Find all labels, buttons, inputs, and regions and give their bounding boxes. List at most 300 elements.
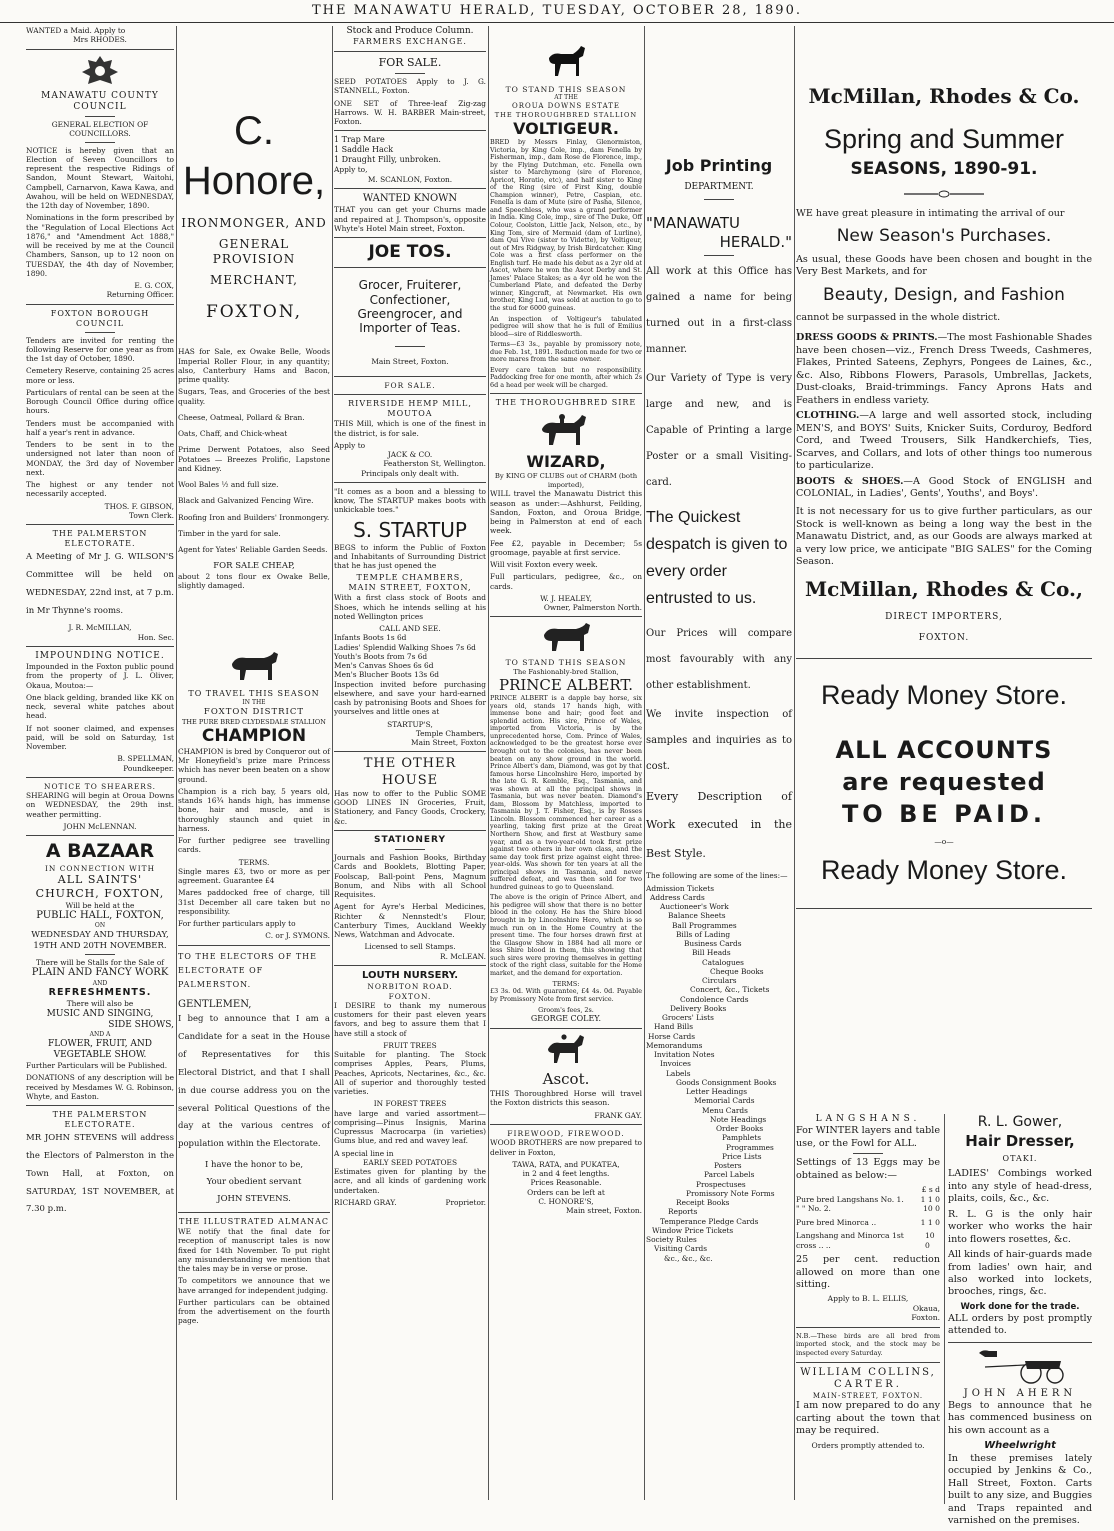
printing-line: Society Rules: [646, 1235, 697, 1245]
firewood-title: FIREWOOD, FIREWOOD.: [507, 1128, 625, 1138]
george-coley: GEORGE COLEY.: [530, 1014, 602, 1024]
wood-main-street: Main street, Foxton.: [565, 1206, 642, 1216]
gower-body-2: R. L. G is the only hair worker who works the hair into flowers rosettes, &c.: [948, 1208, 1092, 1245]
ascot-title: Ascot.: [542, 1070, 590, 1089]
stationery-body: Journals and Fashion Books, Birthday Cards and Booklets, Blotting Paper, Foolscap, Ball-point Pens, Magnum Bonum, and Nibs with all School Requisites.: [334, 853, 486, 900]
clothing-body: —A large and well assorted stock, including MEN'S, and BOYS' Suits, Knicker Suits, Corduroy, Bedford Cord, and Tweed Trousers, Silk Handkerchiefs, Ties, Scarves, and Collars, and lots of other things too numerous to particularize.: [796, 410, 1092, 472]
county-body: NOTICE is hereby given that an Election of Seven Councillors to represent the respective Ridings of Sandon, Mount Stewart, Waitohi, Campbell, Carnarvon, Kawa Kawa, and Awahou, will be held on WEDNESDAY, the 12th day of November, 1890.: [26, 145, 174, 210]
shearers-body: SHEARING will begin at Oroua Downs on WEDNESDAY, the 29th inst. weather permitting.: [26, 791, 174, 819]
honore-foxton: FOXTON,: [205, 302, 302, 322]
prince-terms-label: TERMS:: [552, 980, 580, 989]
healey-addr: Owner, Palmerston North.: [543, 603, 642, 613]
honore-sale-body: about 2 tons flour ex Owake Belle, slightly damaged.: [178, 571, 330, 591]
electors-close: Your obedient servant: [206, 1177, 302, 1188]
shearers-title: NOTICE TO SHEARERS.: [43, 781, 157, 791]
langshans-row-item: Pure bred Langshans No. 1.: [796, 1194, 904, 1204]
price-line: Youth's Boots from 7s 6d: [334, 651, 428, 661]
mcmillan-ad: [796, 84, 1092, 644]
champion-name: CHAMPION: [201, 725, 307, 746]
electors-honor: I have the honor to be,: [204, 1160, 304, 1171]
honore-title: C. Honore,: [182, 109, 326, 203]
horse-and-jockey-icon: [490, 1033, 642, 1067]
county-council-ad: [26, 54, 174, 300]
new-season: New Season's Purchases.: [836, 226, 1052, 247]
other-house-title: THE OTHER HOUSE: [363, 756, 457, 788]
wanted-known: WANTED KNOWN: [362, 192, 458, 204]
printing-line: Window Price Tickets: [652, 1225, 734, 1235]
printing-line: Invitation Notes: [654, 1050, 715, 1060]
champion-p3: For further pedigree see travelling cards.: [178, 836, 330, 855]
direct-importers: DIRECT IMPORTERS,: [885, 611, 1003, 622]
price-line: Men's Canvas Shoes 6s 6d: [334, 661, 434, 671]
column-2: [178, 26, 330, 1500]
clothing-heading: CLOTHING.: [796, 410, 860, 422]
prince-groom: Groom's fees, 2s.: [538, 1006, 594, 1015]
printing-line: Ball Programmes: [672, 920, 737, 930]
voltigeur-oroua: OROUA DOWNS ESTATE: [511, 101, 621, 110]
maid-text: WANTED a Maid. Apply to: [26, 26, 126, 35]
printing-line: Delivery Books: [670, 1003, 727, 1013]
printing-line: Temperance Pledge Cards: [660, 1216, 759, 1226]
impounding-office: Poundkeeper.: [123, 763, 174, 773]
mcmillan-foxton: FOXTON.: [918, 633, 970, 644]
column-4: [490, 26, 642, 1500]
hemp-apply: Apply to: [334, 440, 366, 450]
are-requested: are requested: [842, 768, 1046, 797]
startup-title: S. STARTUP: [353, 517, 467, 542]
spring-summer: Spring and Summer: [823, 124, 1065, 154]
forest-trees: IN FOREST TREES: [373, 1099, 447, 1109]
startup-body: BEGS to inform the Public of Foxton and Inhabitants of Surrounding District that he has just opened the: [334, 542, 486, 571]
langshans-row-item: Langshang and Minorca 1st cross .. ..: [796, 1231, 904, 1250]
printing-line: Posters: [714, 1161, 742, 1171]
borough-p3: Particulars of rental can be seen at the Borough Council Office during office hours.: [26, 387, 174, 416]
borough-p1: Tenders are invited for renting the following Reserve for one year as from the 1st day of October, 1890.: [26, 335, 174, 363]
ready-money-ad: [796, 679, 1092, 888]
seasons: SEASONS, 1890-91.: [850, 158, 1038, 179]
draught-horse-icon: [490, 621, 642, 655]
printing-line: Invoices: [660, 1059, 691, 1069]
voltigeur-stand: TO STAND THIS SEASON: [505, 85, 627, 94]
column-3: [334, 26, 486, 1500]
voltigeur-body-4: Every care taken but no responsibility. Paddocking free for one month, after which 2s 6d a head per week will be charged.: [490, 365, 642, 389]
borough-p5: Tenders to be sent in to the undersigned not later than noon of MONDAY, the 3rd day of November next.: [26, 440, 174, 477]
bazaar-church: ALL SAINTS' CHURCH, FOXTON,: [35, 873, 165, 900]
voltigeur-thoroughbred: THE THOROUGHBRED STALLION: [494, 110, 638, 119]
county-office: Returning Officer.: [106, 290, 174, 300]
subcolumn-rule: [944, 1114, 945, 1504]
wizard-title: WIZARD,: [526, 452, 606, 472]
column-6: [796, 26, 1093, 1527]
langshans-lsd: £ s d: [921, 1185, 940, 1195]
wizard-body-4: Full particulars, pedigree, &c., on cards.: [490, 572, 642, 591]
featherston: Featherston St, Wellington.: [383, 459, 486, 469]
job-printing-ad: [646, 156, 792, 1263]
gower-town: OTAKI.: [1002, 1154, 1038, 1164]
column-5: [646, 26, 792, 1500]
electors-ad: [178, 950, 330, 1208]
langshans-settings: Settings of 13 Eggs may be obtained as below:—: [796, 1157, 940, 1181]
electors-title: TO THE ELECTORS OF THE ELECTORATE OF PALMERSTON.: [178, 951, 317, 990]
impounding-body-2: One black gelding, branded like KK on neck, several white patches about head.: [26, 692, 174, 721]
palmerston-office: Hon. Sec.: [137, 632, 174, 642]
ahern-trade: Wheelwright: [984, 1440, 1056, 1452]
county-title: MANAWATU COUNTY COUNCIL: [41, 90, 159, 112]
voltigeur-body-2: An inspection of Voltigeur's tabulated pedigree will show that he is full of Emilius blood—sire of Riddlesworth.: [490, 314, 642, 338]
bazaar-donations: DONATIONS of any description will be received by Mesdames W. G. Robinson, Whyte, and Easton.: [26, 1073, 174, 1101]
stamps: Licensed to sell Stamps.: [364, 942, 456, 952]
collins-trade: CARTER.: [834, 1379, 902, 1391]
stationery-body-2: Agent for Ayre's Herbal Medicines, Richter & Nennstedt's Flour, Canterbury Times, Auckland Weekly News, Watchman and Advocate.: [334, 902, 486, 940]
mcmillan-p1: WE have great pleasure in intimating the arrival of our: [796, 208, 1065, 219]
churns-body: THAT you can get your Churns made and repaired at J. Thompson's, opposite Whyte's Hotel Main street, Foxton.: [334, 205, 486, 233]
exchange-title: FARMERS EXCHANGE.: [353, 37, 467, 47]
printing-line: Prospectuses: [696, 1179, 746, 1189]
hemp-mill-title: RIVERSIDE HEMP MILL,: [348, 399, 472, 409]
wizard-by: By KING OF CLUBS out of CHARM (both imported),: [494, 472, 638, 489]
prince-body: PRINCE ALBERT is a dapple bay horse, six years old, stands 17 hands high, with immense bone and hair; good feet and splendid action. His sire, Prince of Wales, imported from Victoria, is by the unprecedented horse, Com. Prince of Wales, acknowledged to be the greatest horse ever brought out to the colonies, has never been beaten on any show ground in the world. Prince Albert's dam, Diamond, was got by that famous horse Lincolnshire Hero, imported by the late G. R. Kemble, Esq., Tasmania, and was shown at all the principal shows in Tasmania, but was never beaten. Diamond's dam, Blossom by Matchless, imported to Tasmania by J. T. Fisher, Esq., is by Rosses Lincoln. Blossom commenced her career as a yearling, taking first prize at the Great Northern Show, and first at Westbury same year, and as a two-year-old took first prize against two others in her own class, and the same day took first prize against eight three-year-olds. Was shown for ten years at all the principal shows in Tasmania, and never suffered defeat, and was then sold for two hundred guineas to go to Queensland.: [490, 694, 642, 891]
wood-orders: Orders can be left at: [527, 1187, 605, 1197]
champion-p1: CHAMPION is bred by Conqueror out of Mr Honeyfield's prize mare Princess which has never been beaten on a show ground.: [178, 746, 330, 784]
electors-signature: JOHN STEVENS.: [217, 1194, 291, 1205]
wood-honore: C. HONORE'S,: [538, 1196, 594, 1206]
apply-to: Apply to,: [334, 165, 368, 175]
startup-main-street: MAIN STREET, FOXTON,: [348, 583, 472, 593]
printing-line: Auctioneer's Work: [660, 902, 729, 912]
startup-body-2: With a first class stock of Boots and Shoes, which he intends selling at his noted Wellington prices: [334, 593, 486, 621]
honore-merchant: MERCHANT,: [210, 273, 298, 287]
printing-line: Parcel Labels: [704, 1170, 755, 1180]
louth-body: I DESIRE to thank my numerous customers for their past eleven years favors, and beg to assure them that I have still a stock of: [334, 1000, 486, 1038]
prince-stand: TO STAND THIS SEASON: [505, 658, 627, 668]
bazaar-and: AND: [92, 979, 108, 987]
county-subtitle: GENERAL ELECTION OF COUNCILLORS.: [51, 120, 149, 139]
langshans-collins-subcolumn: [796, 1114, 940, 1450]
honore-general: GENERAL PROVISION: [212, 237, 296, 266]
langshans-note: 25 per cent. reduction allowed on more than one sitting.: [796, 1254, 940, 1290]
printing-line: Reports: [668, 1207, 698, 1217]
bazaar-also: There will also be: [66, 999, 134, 1009]
county-signature: E. G. COX,: [134, 281, 174, 290]
almanac-ad: [178, 1217, 330, 1326]
printing-line: Order Books: [716, 1124, 764, 1134]
startup-quote: "It comes as a boon and a blessing to know, The STARTUP makes boots with unkickable toes.": [334, 486, 486, 515]
printing-line: Catalogues: [702, 957, 744, 967]
prince-fashion: The Fashionably-bred Stallion,: [513, 667, 619, 676]
column-rule: [644, 26, 645, 1500]
richard-gray: RICHARD GRAY.: [334, 1197, 397, 1207]
champion-p6: For further particulars apply to: [178, 919, 296, 929]
gower-ahern-subcolumn: [948, 1114, 1092, 1531]
printing-line: Cheque Books: [710, 966, 764, 976]
louth-body-3: have large and varied assortment—comprising—Pinus Insignis, Marina Cupressus Macrocarpa (in varieties) Gums blue, and red and wavey leaf.: [334, 1108, 486, 1146]
honore-item: Timber in the yard for sale.: [178, 528, 281, 538]
bazaar-dates: WEDNESDAY AND THURSDAY, 19TH AND 20TH NOVEMBER.: [31, 929, 169, 951]
ahern-name: JOHN AHERN: [963, 1387, 1077, 1399]
maid-contact: Mrs RHODES.: [73, 35, 127, 45]
separator: —o—: [934, 837, 954, 847]
gower-body: LADIES' Combings worked into any style of head-dress, plaits, coils, &c., &c.: [948, 1168, 1092, 1205]
tawa: TAWA, RATA, and PUKATEA,: [512, 1159, 620, 1169]
all-accounts: ALL ACCOUNTS: [835, 736, 1053, 765]
jack-co: JACK & CO.: [387, 450, 433, 460]
collins-body: I am now prepared to do any carting about the town that may be required.: [796, 1400, 940, 1437]
almanac-body-3: Further particulars can be obtained from the advertisement on the fourth page.: [178, 1297, 330, 1326]
palmerston-meeting-ad: [26, 529, 174, 642]
boots-heading: BOOTS & SHOES.: [796, 475, 904, 487]
honore-item: Oats, Chaff, and Chick-wheat: [178, 429, 288, 438]
printing-line: Programmes: [726, 1142, 774, 1152]
impounding-signature: B. SPELLMAN,: [117, 754, 174, 764]
langshans-row-price: 10 0: [923, 1204, 940, 1214]
bazaar-music: MUSIC AND SINGING,: [46, 1008, 154, 1019]
impounding-ad: [26, 651, 174, 773]
bazaar-title: A BAZAAR: [45, 840, 155, 863]
principals: Principals only dealt with.: [361, 468, 459, 478]
honore-item: Roofing Iron and Builders' Ironmongery.: [178, 512, 330, 522]
gower-body-4: ALL orders by post promptly attended to.: [948, 1312, 1092, 1337]
langshans-row-item: " " No. 2.: [796, 1204, 831, 1214]
printing-line: Menu Cards: [702, 1105, 748, 1115]
langshans-apply: Apply to B. L. ELLIS,: [827, 1294, 909, 1304]
wizard-body-3: Will visit Foxton every week.: [490, 560, 598, 570]
bazaar-sub: IN CONNECTION WITH: [44, 863, 156, 873]
dress-goods-body: —The most Fashionable Shades have been chosen—viz., French Dress Tweeds, Cashmeres, Flakes, Printed Sateens, Zephyrs, Pongees de Laines, &c., &c. Also, Ribbons Flowers, Parasols, Umbrellas, Jackets, Dust-cloaks, Braid-trimmings. Fancy Aprons Hats and Feathers in endless variety.: [796, 332, 1092, 406]
voltigeur-at: AT THE: [554, 94, 578, 102]
call-and-see: CALL AND SEE.: [379, 624, 441, 634]
fruit-trees: FRUIT TREES: [383, 1040, 437, 1050]
champion-district: FOXTON DISTRICT: [203, 706, 305, 717]
for-sale-title: FOR SALE.: [378, 56, 442, 70]
for-sale-2-title: FOR SALE.: [384, 381, 436, 391]
price-line: Men's Blucher Boots 13s 6d: [334, 670, 440, 680]
prince-terms: £3 3s. 0d. With guarantee, £4 4s. 0d. Payable by Promissory Note from first service.: [490, 987, 642, 1003]
bazaar-stalls: There will be Stalls for the Sale of: [35, 958, 165, 968]
champion-breed: THE PURE BRED CLYDESDALE STALLION: [182, 717, 326, 726]
printing-line: Visiting Cards: [654, 1244, 708, 1254]
langshans-row-price: 10 0: [924, 1231, 935, 1250]
draught-filly: 1 Draught Filly, unbroken.: [334, 155, 441, 165]
printing-line: Bill Heads: [692, 948, 731, 958]
horse-buggy-icon: [948, 1347, 1092, 1385]
job-printing-title: Job Printing: [665, 156, 773, 175]
louth-nursery-title: LOUTH NURSERY.: [361, 969, 459, 981]
column-1: [26, 26, 174, 1500]
honore-item: Sugars, Teas, and Groceries of the best quality.: [178, 387, 330, 406]
bazaar-ad: [26, 840, 174, 1101]
langshans-row-price: 1 1 0: [920, 1217, 940, 1227]
masthead: THE MANAWATU HERALD, TUESDAY, OCTOBER 28, 1890.: [0, 0, 1114, 23]
collins-orders: Orders promptly attended to.: [811, 1440, 925, 1450]
special-line: A special line in: [334, 1148, 394, 1158]
shearers-signature: JOHN McLENNAN.: [63, 821, 137, 831]
langshans-row-item: Pure bred Minorca ..: [796, 1217, 877, 1227]
column-rule: [488, 26, 489, 1500]
langshans-title: LANGSHANS.: [815, 1114, 921, 1124]
electors-greet: GENTLEMEN,: [178, 998, 252, 1010]
printing-line: Business Cards: [684, 939, 742, 949]
honore-item: Cheese, Oatmeal, Pollard & Bran.: [178, 412, 305, 422]
borough-p4: Tenders must be accompanied with half a year's rent in advance.: [26, 418, 174, 437]
almanac-title: THE ILLUSTRATED ALMANAC: [178, 1217, 330, 1227]
palmerston-signature: J. R. McMILLAN,: [68, 623, 132, 633]
ready-money-title-2: Ready Money Store.: [820, 855, 1068, 886]
mcmillan-p3: cannot be surpassed in the whole district.: [796, 311, 1001, 323]
printing-line: Concert, &c., Tickets: [690, 985, 770, 995]
langshans-foxton: Foxton.: [911, 1313, 940, 1323]
printing-line: Promissory Note Forms: [686, 1188, 775, 1198]
mcmillan-title-2: McMillan, Rhodes & Co.,: [805, 576, 1083, 601]
printing-line: Price Lists: [722, 1151, 762, 1161]
joe-tos-grocer: Grocer, Fruiterer, Confectioner, Greengrocer, and Importer of Teas.: [357, 278, 463, 336]
job-printing-dept: DEPARTMENT.: [684, 182, 754, 192]
stationery-title: STATIONERY: [374, 834, 446, 845]
champion-travel: TO TRAVEL THIS SEASON: [188, 689, 320, 699]
impounding-body: Impounded in the Foxton public pound from the property of J. L. Oliver, Okaua, Moutoa:—: [26, 662, 174, 690]
honore-sale-title: FOR SALE CHEAP,: [213, 561, 295, 572]
honore-item: Wool Bales ½ and full size.: [178, 480, 279, 489]
herald-name-2: HERALD.": [719, 233, 792, 251]
langshans-row-price: 1 1 0: [920, 1194, 940, 1204]
horse-and-rider-icon: [490, 411, 642, 449]
wizard-body: WILL travel the Manawatu District this season as under:—Ashhurst, Feilding, Sandon, Foxton, and Oroua Bridge, being in Palmerston at end of each week.: [490, 489, 642, 536]
gower-trade: Hair Dresser,: [965, 1131, 1075, 1150]
gower-name: R. L. Gower,: [977, 1114, 1063, 1130]
shearers-ad: [26, 782, 174, 831]
county-body-2: Nominations in the form prescribed by the "Regulation of Local Elections Act 1876," and "Amendment Act 1888," will be received by me at the Council Chambers, Sanson, up to 12 noon on TUESDAY, the 4th day of November, 1890.: [26, 213, 174, 278]
almanac-body: WE notify that the final date for reception of manuscript tales is now fixed for 14th November. To put right any misunderstanding we mention that the tales may be in verse or prose.: [178, 1227, 330, 1274]
honore-items: [178, 387, 330, 554]
dress-goods-heading: DRESS GOODS & PRINTS.: [796, 332, 938, 344]
seed-potatoes: SEED POTATOES Apply to J. G. STANNELL, Foxton.: [334, 77, 486, 96]
bazaar-hall: PUBLIC HALL, FOXTON,: [36, 909, 164, 921]
printing-line: Labels: [666, 1068, 691, 1078]
voltigeur-body-3: Terms—£3 3s., payable by promissory note, due Feb. 1st, 1891. Reduction made for two or more mares from the same owner.: [490, 340, 642, 364]
impounding-body-3: If not sooner claimed, and expenses paid, will be sold on Saturday, 1st November.: [26, 723, 174, 752]
wizard-head: THE THOROUGHBRED SIRE: [495, 398, 637, 408]
bazaar-held: Will be held at the: [65, 900, 135, 910]
printing-line: Receipt Books: [676, 1198, 730, 1208]
honore-ad: [178, 106, 330, 590]
herald-name-1: "MANAWATU: [646, 214, 741, 233]
printing-line: Pamphlets: [722, 1133, 762, 1143]
palmerston-body: A Meeting of Mr J. G. WILSON'S Committee will be held on WEDNESDAY, 22nd inst, at 7 p.m. in Mr Thynne's rooms.: [26, 552, 174, 616]
job-printing-p1: All work at this Office has gained a name for being turned out in a first-class manner.: [646, 265, 792, 355]
bazaar-side: SIDE SHOWS,: [108, 1019, 174, 1030]
louth-foxton: FOXTON.: [388, 991, 432, 1001]
early-potatoes: EARLY SEED POTATOES: [362, 1157, 458, 1167]
almanac-body-2: To competitors we announce that we have arranged for independent judging.: [178, 1276, 330, 1295]
saddle-hack: 1 Saddle Hack: [334, 145, 394, 155]
ahern-body: Begs to announce that he has commenced business on his own account as a: [948, 1400, 1092, 1436]
startup-body-3: Inspection invited before purchasing elsewhere, and save your hard-earned cash by patronising Boots and Shoes for yourselves and little ones at: [334, 679, 486, 717]
wizard-body-2: Fee £2, payable in December; 5s groomage, payable at first service.: [490, 538, 642, 557]
mcmillan-title: McMillan, Rhodes & Co.: [808, 84, 1080, 108]
champion-in: IN THE: [242, 699, 266, 707]
printing-line: Bills of Lading: [676, 929, 731, 939]
stock-column-title: Stock and Produce Column.: [346, 26, 474, 36]
price-line: Ladies' Splendid Walking Shoes 7s 6d: [334, 642, 476, 652]
champion-p2: Champion is a rich bay, 5 years old, stands 16¾ hands high, has immense bone, hair and muscle, and is thoroughly staunch and quiet in harness.: [178, 786, 330, 833]
borough-p2: Cemetery Reserve, containing 25 acres more or less.: [26, 366, 174, 385]
bazaar-and-a: AND A: [89, 1031, 111, 1038]
voltigeur-title: VOLTIGEUR.: [513, 118, 619, 138]
ready-money-title: Ready Money Store.: [820, 680, 1068, 711]
temple-chambers: TEMPLE CHAMBERS,: [356, 573, 464, 583]
palmerston2-body: MR JOHN STEVENS will address the Electors of Palmerston in the Town Hall, at Foxton, on SATURDAY, 1ST NOVEMBER, at 7.30 p.m.: [26, 1133, 174, 1215]
mclean: R. McLEAN.: [440, 951, 486, 961]
boots-body: —A Good Stock of ENGLISH and COLONIAL, in Ladies', Gents', Youths', and Boys'.: [796, 475, 1093, 499]
printing-line: Condolence Cards: [680, 994, 749, 1004]
prince-albert-title: PRINCE ALBERT.: [499, 676, 633, 695]
frank-gay: FRANK GAY.: [594, 1110, 642, 1120]
lengths: in 2 and 4 feet lengths.: [522, 1169, 610, 1179]
healey: W. J. HEALEY,: [540, 593, 592, 603]
langshans-nb: N.B.—These birds are all bred from imported stock, and the stock may be inspected every Saturday.: [796, 1331, 940, 1358]
impounding-title: IMPOUNDING NOTICE.: [35, 650, 165, 661]
other-house-body: Has now to offer to the Public SOME GOOD LINES IN Groceries, Fruit, Stationery, and Fancy Goods, Crockery, &c.: [334, 788, 486, 826]
job-printing-p3: Our Prices will compare most favourably with any other establishment.: [646, 627, 792, 691]
hemp-mill-place: MOUTOA: [387, 409, 433, 419]
palmerston2-title: THE PALMERSTON ELECTORATE.: [52, 1110, 148, 1129]
wood-prices: Prices Reasonable.: [530, 1178, 602, 1188]
startup-sign: STARTUP'S,: [387, 719, 433, 729]
bazaar-flower: FLOWER, FRUIT, AND VEGETABLE SHOW.: [47, 1038, 153, 1060]
champion-p4: Single mares £3, two or more as per agreement. Guarantee £4: [178, 866, 330, 886]
palmerston-address-ad: [26, 1110, 174, 1219]
printing-line: Letter Headings: [686, 1087, 748, 1097]
printing-line: Goods Consignment Books: [676, 1077, 777, 1087]
printing-line: Address Cards: [650, 892, 705, 902]
borough-office: Town Clerk.: [129, 510, 174, 520]
joe-tos-address: Main Street, Foxton.: [371, 356, 449, 366]
trap-mare: 1 Trap Mare: [334, 135, 385, 145]
voltigeur-body: BRED by Messrs Finlay, Glenormiston, Victoria, by King Cole, imp., dam Fenella by Fisherman, imp., dam Rose de Florence, imp., by the Flying Dutchman, etc. Fenella own sister to Marchymong (sire of Florence, Apricot, Horatio, etc), and half sister to King of the Ring (sire of First King, double Champion winner), Petre, Caspian, etc. Fenella is dam of Mute (sire of Pasha, Silence, and Speechless, who was a grand performer in India. King Cole, imp., sire of The Duke, Off Colour, Coolston, Little Jack, Nelson, etc., by King Tom, sire of Mermaid (dam of Lurline), dam Qui Vive (sister to Vidette), by Voltigeur, out of Mrs Ridgway, by Irish Birdcatcher. King Cole was a first class performer on the English turf. He made his debut as a 2yr old at Ascot, where he won the Ascot Derby and St. James' Palace Stakes; as a 4yr old he won the Cumberland Plate, and defeated the Derby winner, Kingcraft, at Newmarket. His own brother, King Lud, was sold at auction to go to the stud for 6000 guineas.: [490, 137, 642, 312]
honore-item: Agent for Yates' Reliable Garden Seeds.: [178, 545, 328, 554]
bazaar-further: Further Particulars will be Published.: [26, 1061, 168, 1070]
ascot-body: THIS Thoroughbred Horse will travel the Foxton districts this season.: [490, 1089, 642, 1108]
printing-line: Note Headings: [710, 1114, 767, 1124]
mcmillan-p2: As usual, these Goods have been chosen and bought in the Very Best Markets, and for: [796, 253, 1092, 278]
electors-body: I beg to announce that I am a Candidate for a seat in the House of Representatives for this Electoral District, and that I shall in due course address you on the several Political Questions of the day at the various centres of population within the Electorate.: [178, 1014, 330, 1150]
champion-p5: Mares paddocked free of charge, till 31st December all care taken but no responsibility.: [178, 888, 330, 916]
gower-body-3: All kinds of hair-guards made from ladies' own hair, and also worked into lockets, brooches, rings, &c.: [948, 1249, 1092, 1298]
langshans-sub: For WINTER layers and table use, or the Fowl for ALL.: [796, 1125, 940, 1149]
printing-line: Memorandums: [646, 1040, 703, 1050]
joe-tos-title: JOE TOS.: [368, 242, 452, 262]
bazaar-refreshments: REFRESHMENTS.: [48, 987, 152, 999]
langshans-okaua: Okaua,: [912, 1303, 940, 1313]
prince-body-2: The above is the origin of Prince Albert, and his pedigree will show that there is no better blood in the colony. He has the Shire blood brought in by Lincolnshire Hero, which is so much run on in the Home Country at the present time. The four horses drawn first at the Glasgow Show in 1884 had all more or less Shire blood in them, this showing that such sires were proving themselves in getting stock of the right class, suitable for the Home market, and the demand for exportation.: [490, 893, 642, 977]
champion-terms: TERMS.: [238, 857, 270, 867]
racehorse-icon: [490, 46, 642, 82]
printing-line: Circulars: [702, 976, 737, 986]
louth-body-2: Suitable for planting. The Stock comprises Apples, Pears, Plums, Peaches, Apricots, Nectarines, &c., &c. All of superior and thoroughly tested varieties.: [334, 1050, 486, 1097]
honore-iron: IRONMONGER, AND: [181, 216, 327, 230]
champion-ad: [178, 650, 330, 940]
honore-item: Prime Derwent Potatoes, also Seed Potatoes — Breezes Prolific, Lapstone and Kidney.: [178, 445, 330, 473]
bazaar-plain: PLAIN AND FANCY WORK: [31, 967, 169, 979]
printing-line: &c., &c., &c.: [664, 1253, 713, 1263]
louth-body-4: Estimates given for planting by the acre, and all kinds of gardening work undertaken.: [334, 1167, 486, 1195]
printing-line: Hand Bills: [654, 1022, 694, 1032]
borough-title: FOXTON BOROUGH COUNCIL: [50, 308, 150, 328]
printing-line: Balance Sheets: [668, 911, 726, 921]
coat-of-arms-icon: [26, 54, 174, 88]
gower-work: Work done for the trade.: [960, 1301, 1080, 1312]
collins-name: WILLIAM COLLINS,: [800, 1366, 936, 1378]
borough-p6: The highest or any tender not necessarily accepted.: [26, 480, 174, 499]
